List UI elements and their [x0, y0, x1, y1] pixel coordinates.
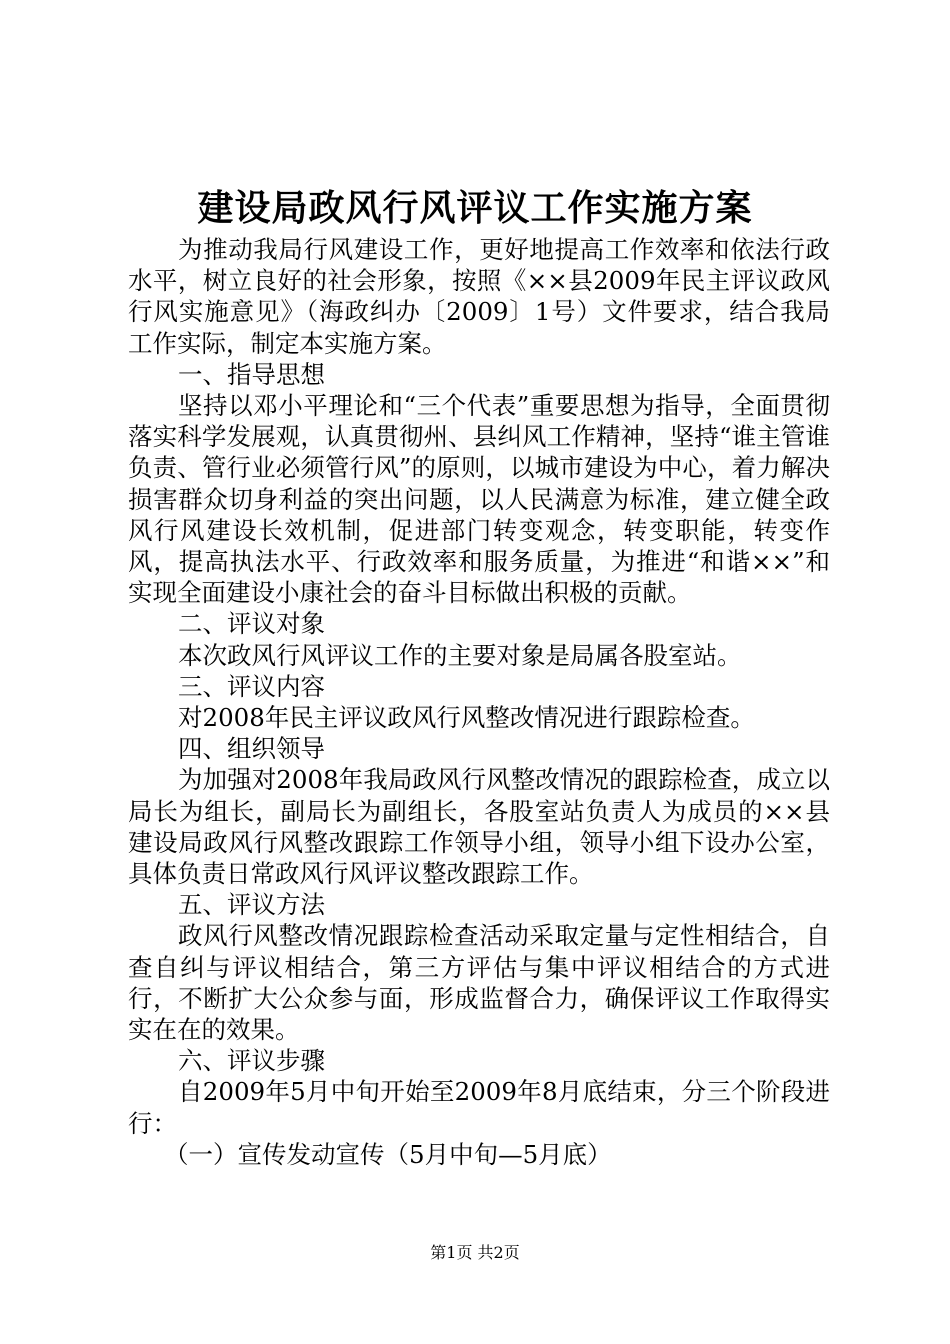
document-title: 建设局政风行风评议工作实施方案 [197, 188, 753, 229]
section-paragraph: 自2009年5月中旬开始至2009年8月底结束，分三个阶段进行： [128, 1077, 830, 1138]
subsection-heading: （一）宣传发动宣传（5月中旬—5月底） [164, 1139, 612, 1169]
page-number: 第1页 共2页 [430, 1243, 520, 1262]
section-paragraph: 坚持以邓小平理论和“三个代表”重要思想为指导，全面贯彻落实科学发展观，认真贯彻州、县纠风工作精神，坚持“谁主管谁负责、管行业必须管行风”的原则，以城市建设为中心，着力解决损害群众切身利益的突出问题，以人民满意为标准，建立健全政风行风建设长效机制，促进部门转变观念，转变职能，转变作风，提高执法水平、行政效率和服务质量，为推进“和谐××”和实现全面建设小康社会的奋斗目标做出积极的贡献。 [128, 391, 830, 608]
section-paragraph: 政风行风整改情况跟踪检查活动采取定量与定性相结合，自查自纠与评议相结合，第三方评估与集中评议相结合的方式进行，不断扩大公众参与面，形成监督合力，确保评议工作取得实实在在的效果。 [128, 921, 830, 1045]
intro-paragraph: 为推动我局行风建设工作，更好地提高工作效率和依法行政水平，树立良好的社会形象，按照《××县2009年民主评议政风行风实施意见》（海政纠办〔2009〕1号）文件要求，结合我局工作实际，制定本实施方案。 [128, 235, 830, 358]
section-heading: 五、评议方法 [178, 890, 325, 920]
section-paragraph: 为加强对2008年我局政风行风整改情况的跟踪检查，成立以局长为组长，副局长为副组长，各股室站负责人为成员的××县建设局政风行风整改跟踪工作领导小组，领导小组下设办公室，具体负责日常政风行风评议整改跟踪工作。 [128, 765, 830, 889]
section-paragraph: 本次政风行风评议工作的主要对象是局属各股室站。 [178, 640, 742, 670]
section-heading: 一、指导思想 [178, 359, 325, 389]
section-paragraph: 对2008年民主评议政风行风整改情况进行跟踪检查。 [178, 703, 755, 733]
document-body [128, 234, 830, 1170]
section-heading: 六、评议步骤 [178, 1046, 325, 1076]
section-heading: 三、评议内容 [178, 671, 325, 701]
section-heading: 四、组织领导 [178, 734, 325, 764]
section-heading: 二、评议对象 [178, 609, 325, 639]
